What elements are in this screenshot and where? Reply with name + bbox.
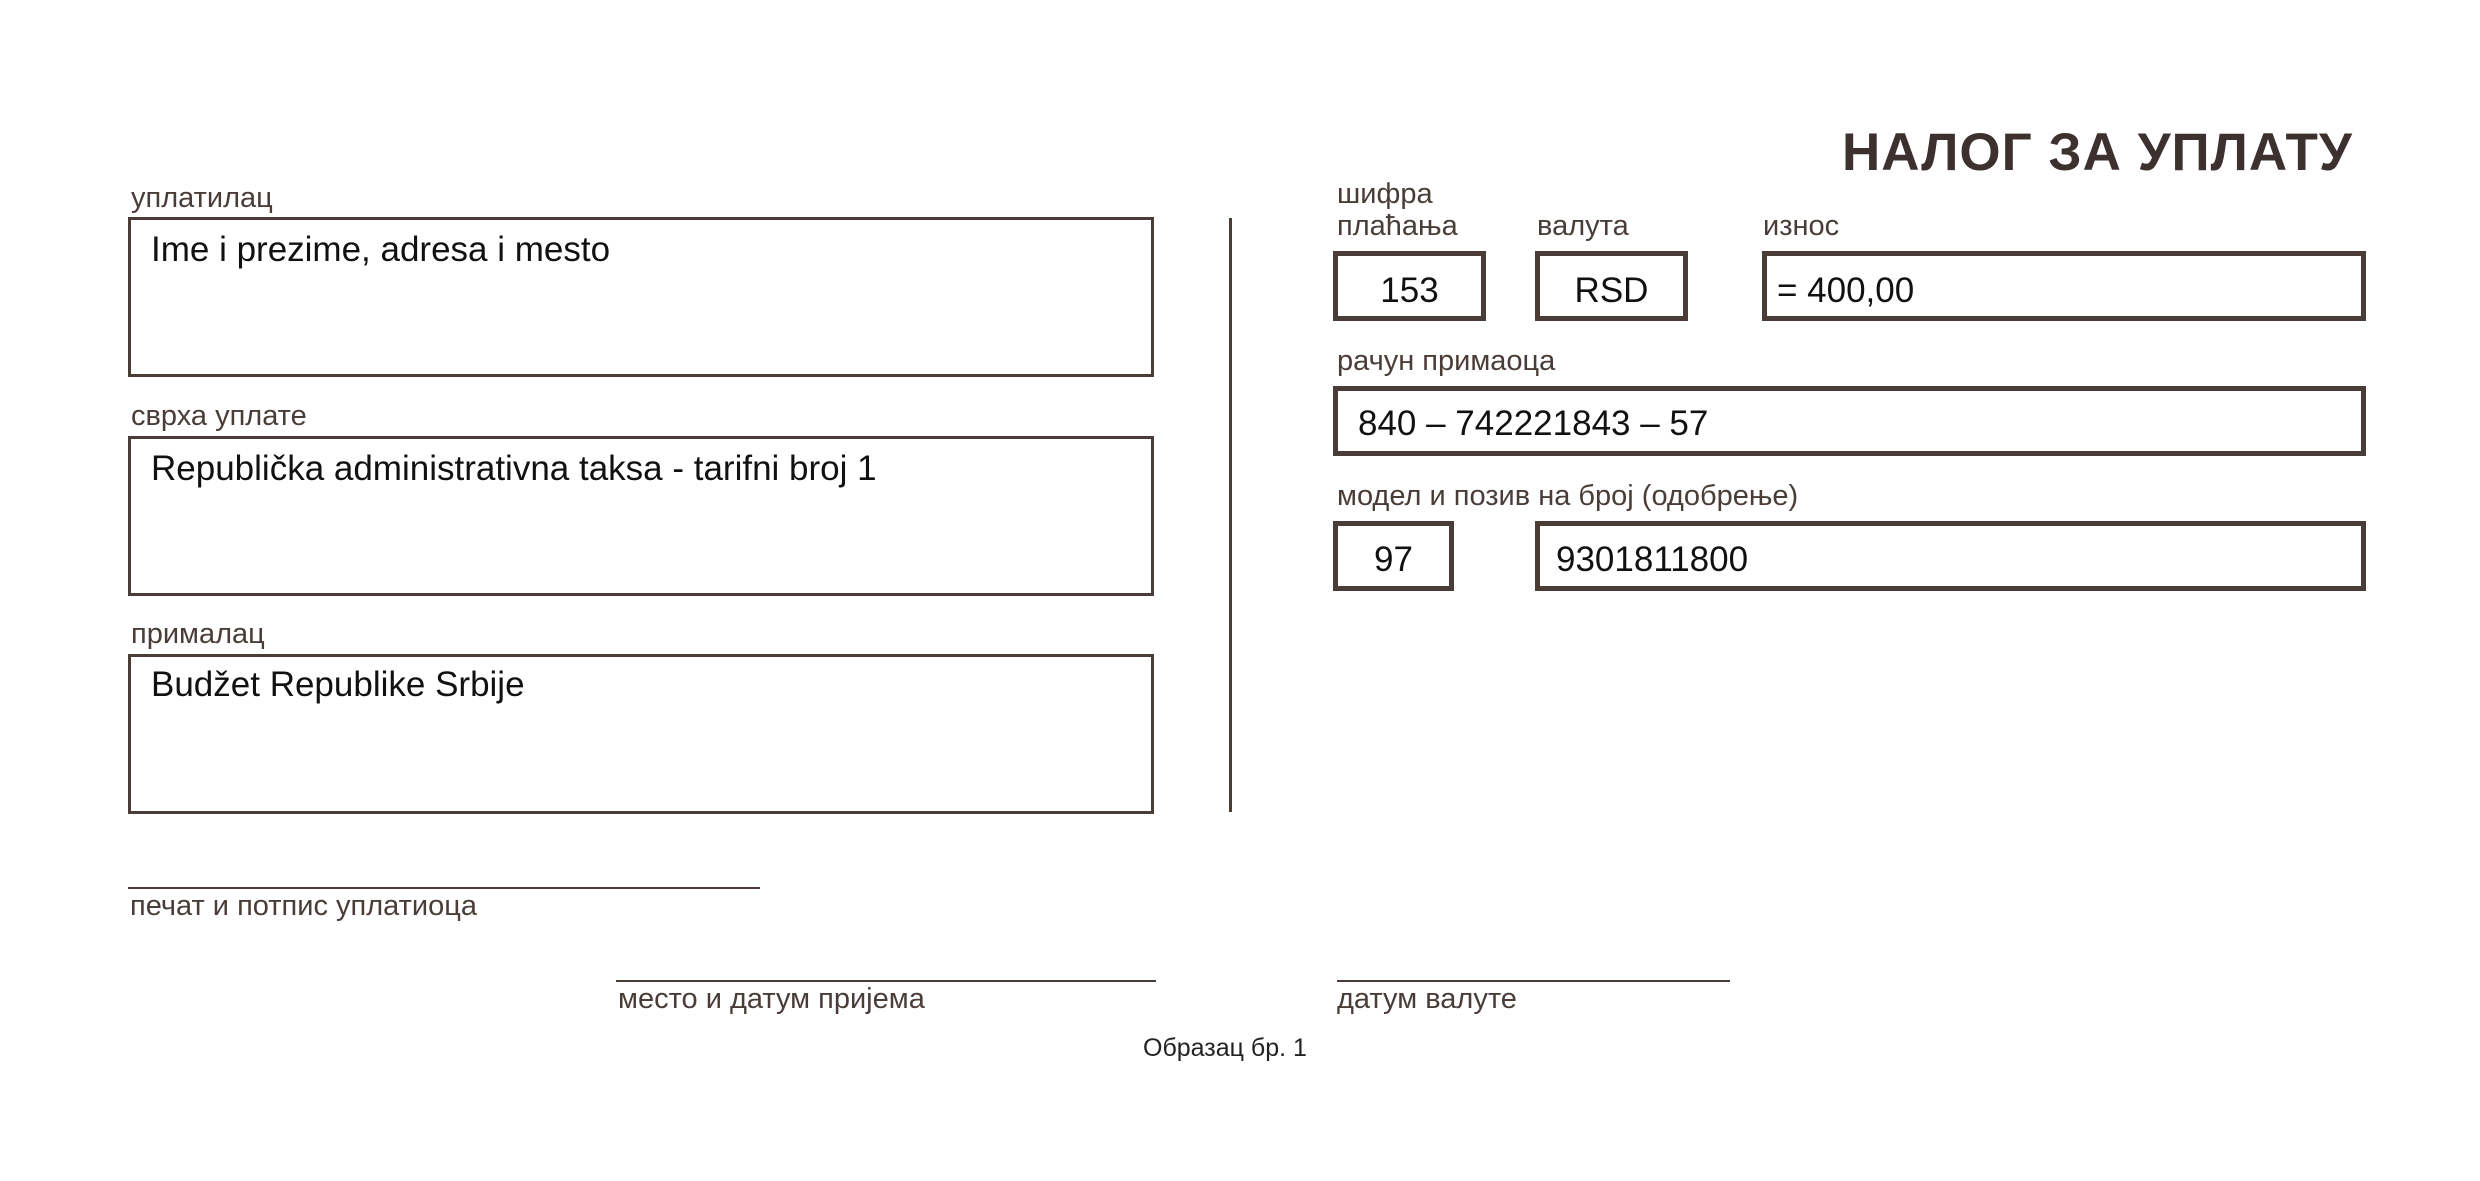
- amount-value: = 400,00: [1777, 271, 1915, 310]
- payment-code-label-line1: шифра: [1337, 178, 1433, 210]
- purpose-field[interactable]: [128, 436, 1154, 596]
- reference-label: модел и позив на број (одобрење): [1337, 480, 1799, 512]
- form-title: НАЛОГ ЗА УПЛАТУ: [1842, 123, 2353, 182]
- recipient-label: прималац: [131, 618, 265, 650]
- currency-field[interactable]: [1535, 251, 1688, 321]
- column-divider: [1229, 218, 1232, 812]
- amount-field[interactable]: [1762, 251, 2366, 321]
- recipient-account-value: 840 – 742221843 – 57: [1358, 404, 1709, 443]
- signature-label: печат и потпис уплатиоца: [130, 890, 477, 922]
- recipient-value: Budžet Republike Srbije: [151, 665, 525, 704]
- currency-label: валута: [1537, 210, 1629, 242]
- value-date-label: датум валуте: [1337, 983, 1517, 1015]
- payment-code-label-line2: плаћања: [1337, 210, 1458, 242]
- reference-number-value: 9301811800: [1556, 540, 1749, 579]
- reference-number-field[interactable]: [1535, 521, 2366, 591]
- payer-value: Ime i prezime, adresa i mesto: [151, 230, 611, 269]
- recipient-account-field[interactable]: [1333, 386, 2366, 456]
- reference-model-value: 97: [1374, 540, 1413, 579]
- signature-line: [128, 887, 760, 889]
- purpose-value: Republička administrativna taksa - tarifni broj 1: [151, 449, 877, 488]
- place-date-line: [616, 980, 1156, 982]
- purpose-label: сврха уплате: [131, 400, 307, 432]
- payment-code-field[interactable]: [1333, 251, 1486, 321]
- payer-field[interactable]: [128, 217, 1154, 377]
- payer-label: уплатилац: [131, 182, 273, 214]
- form-number: Образац бр. 1: [1143, 1034, 1307, 1062]
- recipient-field[interactable]: [128, 654, 1154, 814]
- place-date-label: место и датум пријема: [618, 983, 925, 1015]
- reference-model-field[interactable]: [1333, 521, 1454, 591]
- recipient-account-label: рачун примаоца: [1337, 345, 1556, 377]
- value-date-line: [1337, 980, 1730, 982]
- currency-value: RSD: [1574, 271, 1649, 310]
- payment-code-value: 153: [1380, 271, 1439, 310]
- amount-label: износ: [1763, 210, 1840, 242]
